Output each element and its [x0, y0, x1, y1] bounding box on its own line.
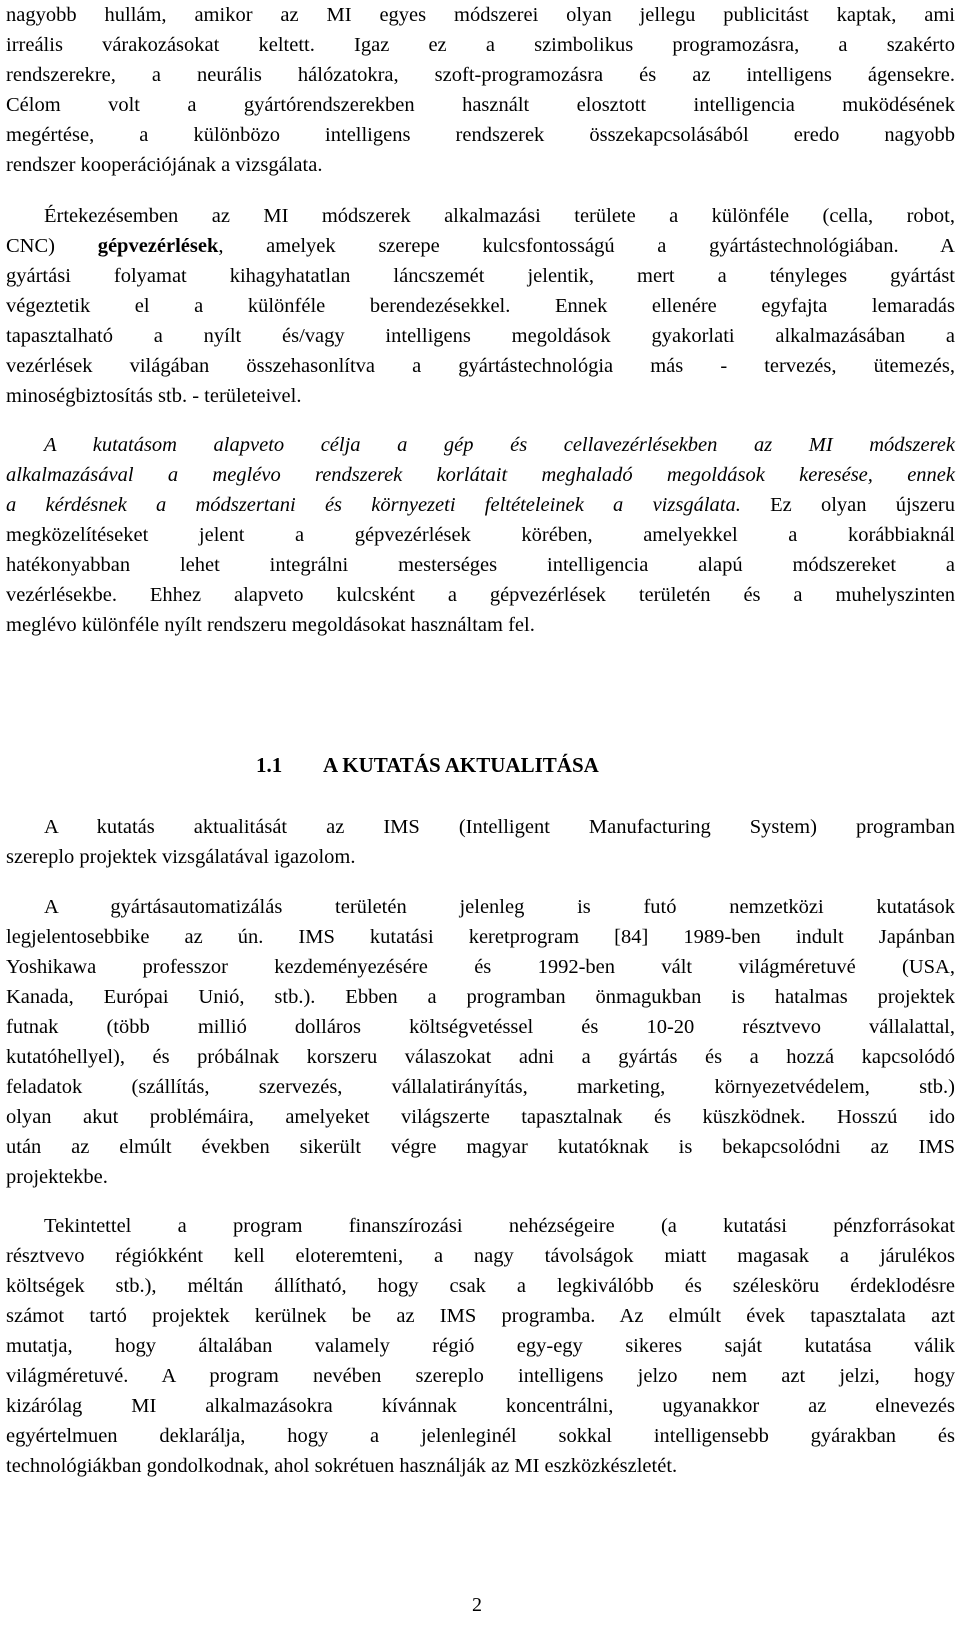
text-line: A gyártásautomatizálás területén jelenleg is futó nemzetközi kutatások	[44, 896, 955, 918]
text-line-italic: A kutatásom alapveto célja a gép és cellavezérlésekben az MI módszerek	[44, 434, 955, 456]
text-line: megértése, a különbözo intelligens rendszerek összekapcsolásából eredo nagyobb	[6, 124, 955, 146]
text-line: Célom volt a gyártórendszerekben használt elosztott intelligencia muködésének	[6, 94, 955, 116]
paragraph-relevance	[6, 812, 955, 872]
paragraph-funding	[6, 1211, 955, 1481]
text-line: rendszer kooperációjának a vizsgálata.	[6, 154, 323, 176]
page-number: 2	[472, 1594, 482, 1616]
text-line	[6, 231, 955, 261]
paragraph-ims-program	[6, 892, 955, 1192]
text-run: , amelyek szerepe kulcsfontosságú a gyártástechnológiában. A	[218, 235, 955, 257]
text-line: A kutatás aktualitását az IMS (Intelligent Manufacturing System) programban	[44, 816, 955, 838]
text-line: szereplo projektek vizsgálatával igazolom.	[6, 846, 356, 868]
text-line: rendszerekre, a neurális hálózatokra, szoft-programozásra és az intelligens ágensekre.	[6, 64, 955, 86]
text-line: Értekezésemben az MI módszerek alkalmazási területe a különféle (cella, robot,	[44, 205, 955, 227]
text-line: kizárólag MI alkalmazásokra kívánnak koncentrálni, ugyanakkor az elnevezés	[6, 1395, 955, 1417]
text-line: irreális várakozásokat keltett. Igaz ez a szimbolikus programozásra, a szakérto	[6, 34, 955, 56]
text-line: vezérlések világában összehasonlítva a gyártástechnológia más - tervezés, ütemezés,	[6, 355, 955, 377]
section-number: 1.1	[256, 753, 283, 777]
text-run-italic: a kérdésnek a módszertani és környezeti feltételeinek a vizsgálata.	[6, 494, 741, 516]
text-line: után az elmúlt években sikerült végre magyar kutatóknak is bekapcsolódni az IMS	[6, 1136, 955, 1158]
text-line: számot tartó projektek kerülnek be az IMS programba. Az elmúlt évek tapasztalata azt	[6, 1305, 955, 1327]
text-line: Kanada, Európai Unió, stb.). Ebben a programban önmagukban is hatalmas projektek	[6, 986, 955, 1008]
paragraph-research-goal	[6, 430, 955, 640]
text-line: legjelentosebbike az ún. IMS kutatási keretprogram [84] 1989-ben indult Japánban	[6, 926, 955, 948]
text-line: egyértelmuen deklarálja, hogy a jelenleginél sokkal intelligensebb gyárakban és	[6, 1425, 955, 1447]
text-line: vezérlésekbe. Ehhez alapveto kulcsként a gépvezérlések területén és a muhelyszinten	[6, 584, 955, 606]
bold-term-gepvezerlesek: gépvezérlések	[97, 235, 219, 257]
text-line: gyártási folyamat kihagyhatatlan láncszemét jelentik, mert a tényleges gyártást	[6, 265, 955, 287]
text-run: Ez olyan újszeru	[740, 494, 955, 516]
text-line: résztvevo régiókként kell eloteremteni, a nagy távolságok miatt magasak a járulékos	[6, 1245, 955, 1267]
text-line: megközelítéseket jelent a gépvezérlések körében, amelyekkel a korábbiaknál	[6, 524, 955, 546]
text-line: olyan akut problémáira, amelyeket világszerte tapasztalnak és küszködnek. Hosszú ido	[6, 1106, 955, 1128]
text-line: Yoshikawa professzor kezdeményezésére és 1992-ben vált világméretuvé (USA,	[6, 956, 955, 978]
text-line: meglévo különféle nyílt rendszeru megoldásokat használtam fel.	[6, 614, 535, 636]
text-line: minoségbiztosítás stb. - területeivel.	[6, 385, 302, 407]
text-run: CNC)	[6, 235, 98, 257]
text-line: technológiákban gondolkodnak, ahol sokrétuen használják az MI eszközkészletét.	[6, 1455, 678, 1477]
section-title: A KUTATÁS AKTUALITÁSA	[323, 753, 599, 777]
section-heading	[0, 745, 960, 785]
text-line: futnak (több millió dolláros költségvetéssel és 10-20 résztvevo vállalattal,	[6, 1016, 955, 1038]
text-line: kutatóhellyel), és próbálnak korszeru válaszokat adni a gyártás és a hozzá kapcsolódó	[6, 1046, 955, 1068]
text-line: Tekintettel a program finanszírozási nehézségeire (a kutatási pénzforrásokat	[44, 1215, 955, 1237]
text-line: mutatja, hogy általában valamely régió egy-egy sikeres saját kutatása válik	[6, 1335, 955, 1357]
text-line-italic: alkalmazásával a meglévo rendszerek korlátait meghaladó megoldások keresése, ennek	[6, 464, 955, 486]
text-line: világméretuvé. A program nevében szereplo intelligens jelzo nem azt jelzi, hogy	[6, 1365, 955, 1387]
text-line: projektekbe.	[6, 1166, 108, 1188]
text-line: nagyobb hullám, amikor az MI egyes módszerei olyan jellegu publicitást kaptak, ami	[6, 4, 955, 26]
text-line: végeztetik el a különféle berendezésekkel. Ennek ellenére egyfajta lemaradás	[6, 295, 955, 317]
text-line: tapasztalható a nyílt és/vagy intelligens megoldások gyakorlati alkalmazásában a	[6, 325, 955, 347]
paragraph-ai-methods-scope	[6, 201, 955, 411]
text-line: költségek stb.), méltán állítható, hogy csak a legkiválóbb és szélesköru érdeklodésre	[6, 1275, 955, 1297]
paragraph-intro-continuation	[6, 0, 955, 180]
text-line: hatékonyabban lehet integrálni mesterséges intelligencia alapú módszereket a	[6, 554, 955, 576]
text-line	[6, 490, 955, 520]
text-line: feladatok (szállítás, szervezés, vállalatirányítás, marketing, környezetvédelem, stb.)	[6, 1076, 955, 1098]
